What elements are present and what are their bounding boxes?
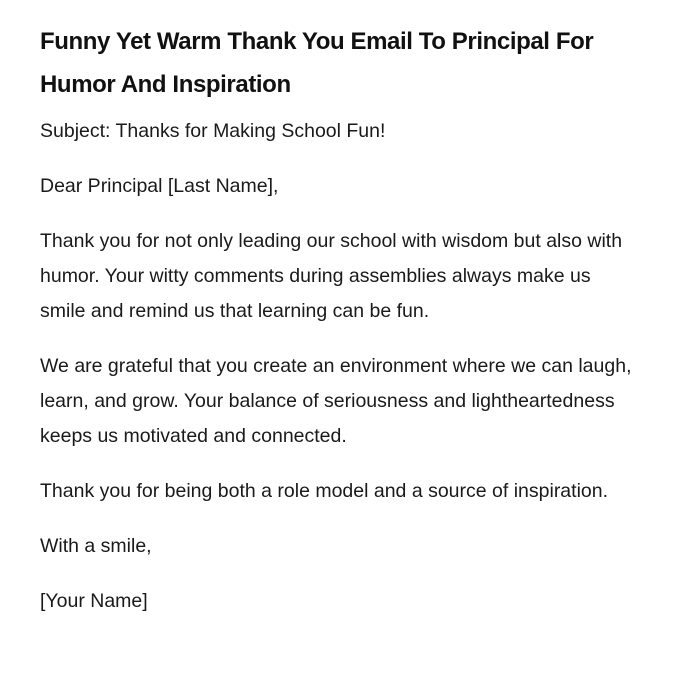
email-body-paragraph-3: Thank you for being both a role model and a source of inspiration. <box>40 480 609 502</box>
email-body-paragraph-2: We are grateful that you create an environment where we can laugh, learn, and grow. Your balance of seriousness and lightheartedness keeps us motivated and connected. <box>40 355 632 447</box>
email-subject-line: Subject: Thanks for Making School Fun! <box>40 120 386 142</box>
email-signature: [Your Name] <box>40 590 148 612</box>
email-body-paragraph-1: Thank you for not only leading our school with wisdom but also with humor. Your witty comments during assemblies always make us smile and remind us that learning can be fun. <box>40 230 623 322</box>
email-closing: With a smile, <box>40 535 152 557</box>
email-document <box>40 20 640 619</box>
document-title: Funny Yet Warm Thank You Email To Principal For Humor And Inspiration <box>40 28 594 98</box>
email-greeting: Dear Principal [Last Name], <box>40 175 279 197</box>
